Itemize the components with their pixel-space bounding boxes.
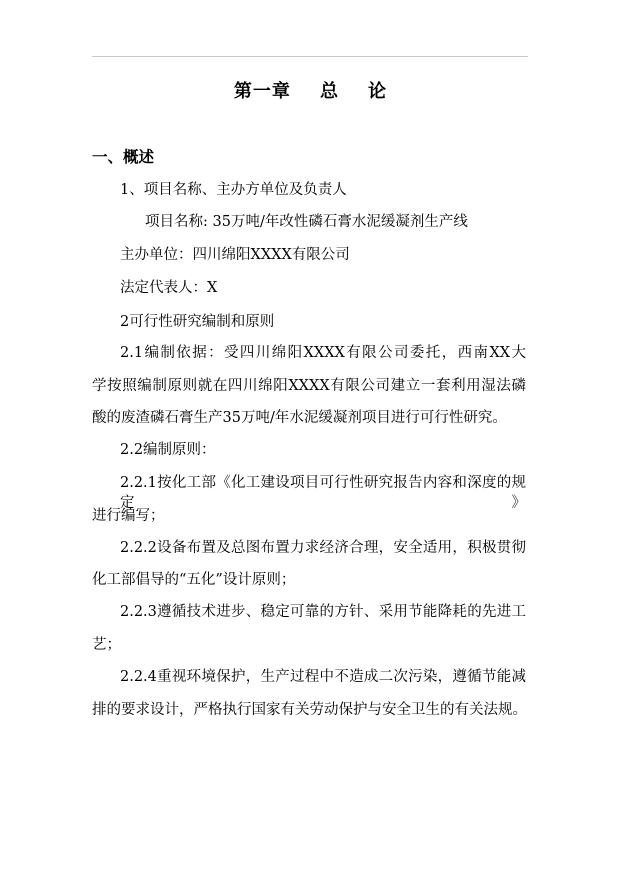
sponsor-line: 主办单位：四川绵阳XXXX有限公司: [120, 247, 350, 263]
project-name-line: 项目名称: 35万吨/年改性磷石膏水泥缓凝剂生产线: [145, 214, 468, 230]
paragraph-2-2-4-line-2: 排的要求设计，严格执行国家有关劳动保护与安全卫生的有关法规。: [92, 702, 527, 718]
paragraph-2-2-3-line-2: 艺；: [92, 637, 121, 653]
paragraph-2-2-1-line-1: 2.2.1按化工部《化工建设项目可行性研究报告内容和深度的规定》: [120, 475, 526, 511]
paragraph-2-1-line-1: 2.1编制依据：受四川绵阳XXXX有限公司委托，西南XX大: [120, 345, 526, 361]
item-heading-1: 1、项目名称、主办方单位及负责人: [120, 182, 347, 198]
paragraph-2-2-2-line-2: 化工部倡导的“五化”设计原则；: [92, 572, 296, 588]
principles-heading: 2.2编制原则：: [120, 442, 216, 458]
header-rule: [92, 56, 528, 57]
item-heading-2: 2可行性研究编制和原则: [120, 314, 275, 330]
chapter-title: 第一章 总 论: [233, 81, 388, 102]
legal-representative-line: 法定代表人：X: [120, 280, 218, 296]
paragraph-2-1-line-3: 酸的废渣磷石膏生产35万吨/年水泥缓凝剂项目进行可行性研究。: [92, 410, 507, 426]
section-heading: 一、概述: [92, 147, 155, 166]
paragraph-2-2-4-line-1: 2.2.4重视环境保护，生产过程中不造成二次污染，遵循节能减: [120, 669, 526, 685]
paragraph-2-2-3-line-1: 2.2.3遵循技术进步、稳定可靠的方针、采用节能降耗的先进工: [120, 604, 526, 620]
paragraph-2-1-line-2: 学按照编制原则就在四川绵阳XXXX有限公司建立一套利用湿法磷: [92, 378, 526, 394]
paragraph-2-2-2-line-1: 2.2.2设备布置及总图布置力求经济合理，安全适用，积极贯彻: [120, 540, 526, 556]
paragraph-2-2-1-line-2: 进行编写；: [92, 508, 165, 524]
